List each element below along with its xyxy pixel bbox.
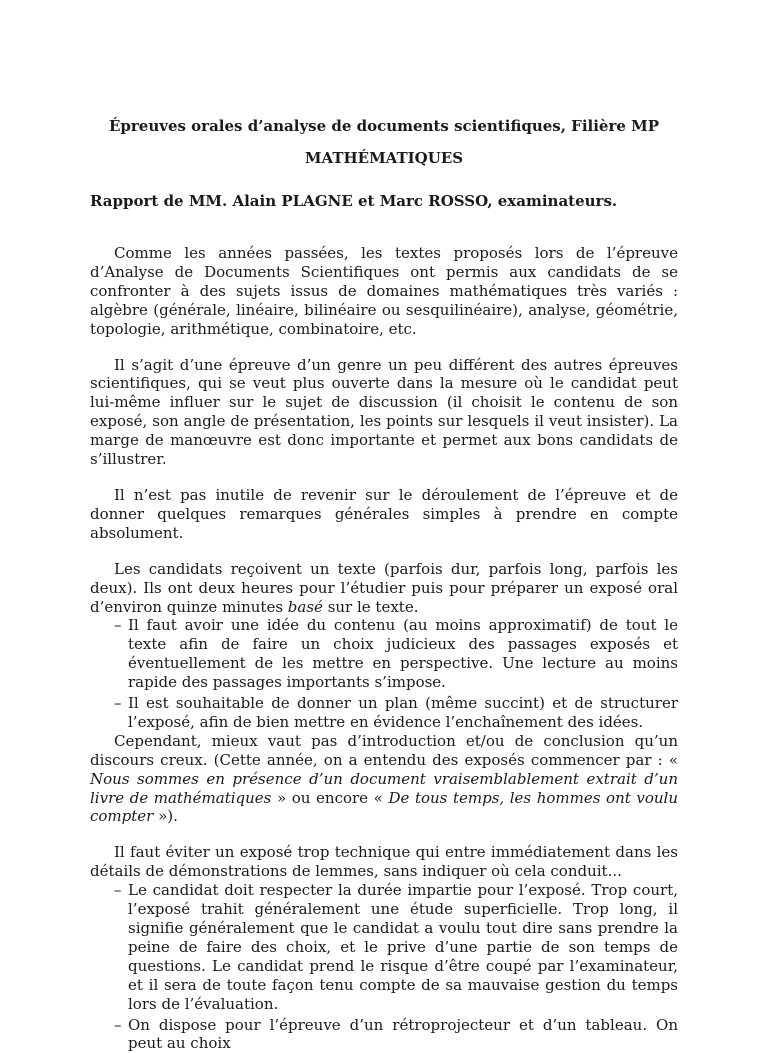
- paragraph-4-end: sur le texte.: [322, 597, 419, 616]
- quote-1: Nous sommes en présence d’un document vraisemblablement extrait d’un livre de mathématiques: [90, 769, 678, 807]
- list-item-text: Le candidat doit respecter la durée impartie pour l’exposé. Trop court, l’exposé trahit généralement une étude superficielle. Trop long, il signifie généralement que le candidat a voulu tout dire sans prendre la peine de faire des choix, et le prive d’une partie de son temps de questions. Le candidat prend le risque d’être coupé par l’examinateur, et il sera de toute façon tenu compte de sa mauvaise gestion du temps lors de l’évaluation.: [128, 881, 678, 1013]
- paragraph-5-mid: » ou encore «: [271, 788, 389, 807]
- dash-bullet: –: [114, 616, 122, 635]
- paragraph-3: Il n’est pas inutile de revenir sur le déroulement de l’épreuve et de donner quelques remarques générales simples à prendre en compte absolument.: [90, 485, 678, 542]
- document-title: Épreuves orales d’analyse de documents scientifiques, Filière MP: [108, 117, 660, 135]
- emphasis-base: basé: [287, 597, 323, 616]
- paragraph-5: [90, 732, 678, 827]
- quote-2: De tous temps, les hommes ont voulu compter: [90, 788, 678, 826]
- paragraph-6: Il faut éviter un exposé trop technique qui entre immédiatement dans les détails de démonstrations de lemmes, sans indiquer où cela conduit...: [90, 843, 678, 881]
- paragraph-5-text: Cependant, mieux vaut pas d’introduction et/ou de conclusion qu’un discours creux. (Cette année, on a entendu des exposés commencer par : «: [90, 731, 678, 769]
- list-item: [90, 616, 678, 692]
- list-item-text: Il faut avoir une idée du contenu (au moins approximatif) de tout le texte afin de faire un choix judicieux des passages exposés et éventuellement de les mettre en perspective. Une lecture au moins rapide des passages importants s’impose.: [128, 616, 678, 692]
- list-item: [90, 881, 678, 1013]
- paragraph-1: Comme les années passées, les textes proposés lors de l’épreuve d’Analyse de Documents Scientifiques ont permis aux candidats de se confronter à des sujets issus de domaines mathématiques très variés : algèbre (générale, linéaire, bilinéaire ou sesquilinéaire), analyse, géométrie, topologie, arithmétique, combinatoire, etc.: [90, 244, 678, 338]
- advice-list-2: [90, 881, 678, 1053]
- paragraph-4-text: Les candidats reçoivent un texte (parfois dur, parfois long, parfois les deux). Ils ont deux heures pour l’étudier puis pour préparer un exposé oral d’environ quinze minutes: [90, 559, 678, 616]
- dash-bullet: –: [114, 1015, 122, 1034]
- list-item-text: Il est souhaitable de donner un plan (même succint) et de structurer l’exposé, afin de bien mettre en évidence l’enchaînement des idées.: [128, 694, 678, 731]
- dash-bullet: –: [114, 694, 122, 713]
- report-body: [90, 244, 678, 1053]
- paragraph-2: Il s’agit d’une épreuve d’un genre un peu différent des autres épreuves scientifiques, qui se veut plus ouverte dans la mesure où le candidat peut lui-même influer sur le sujet de discussion (il choisit le contenu de son exposé, son angle de présentation, les points sur lesquels il veut insister). La marge de manœuvre est donc importante et permet aux bons candidats de s’illustrer.: [90, 355, 678, 469]
- subject-heading: MATHÉMATIQUES: [304, 149, 464, 167]
- report-authors: Rapport de MM. Alain PLAGNE et Marc ROSSO, examinateurs.: [90, 192, 618, 210]
- paragraph-5-end: »).: [153, 807, 178, 826]
- document-page: [90, 0, 678, 1053]
- paragraph-4: [90, 560, 678, 617]
- list-item: [90, 694, 678, 732]
- advice-list-1: [90, 616, 678, 731]
- dash-bullet: –: [114, 881, 122, 900]
- list-item: [90, 1016, 678, 1053]
- list-item-text: On dispose pour l’épreuve d’un rétroprojecteur et d’un tableau. On peut au choix: [128, 1015, 678, 1053]
